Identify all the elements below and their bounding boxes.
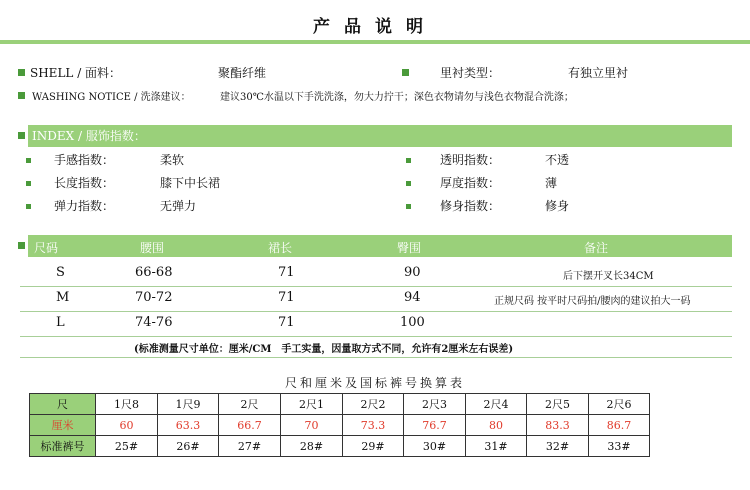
size-cell: S (56, 265, 65, 280)
table-cell: 1尺8 (96, 394, 158, 415)
table-cell: 25# (96, 436, 158, 457)
bullet-icon (26, 204, 31, 209)
lining-label: 里衬类型： (440, 66, 501, 80)
table-cell: 29# (343, 436, 404, 457)
index-value: 不透 (545, 153, 570, 167)
table-cell: 73.3 (343, 415, 404, 436)
length-cell: 71 (278, 290, 295, 305)
table-cell: 83.3 (527, 415, 589, 436)
table-row (30, 415, 650, 436)
table-cell: 32# (527, 436, 589, 457)
table-cell: 2尺1 (281, 394, 343, 415)
row-label: 尺 (30, 394, 96, 415)
col-header-hip: 臀围 (397, 241, 422, 255)
table-cell: 2尺6 (589, 394, 650, 415)
note-cell: 正规尺码 按平时尺码拍/腰肉的建议拍大一码 (494, 296, 691, 307)
table-row (30, 436, 650, 457)
index-label: 透明指数： (440, 153, 501, 167)
table-cell: 2尺2 (343, 394, 404, 415)
index-value: 修身 (545, 199, 570, 213)
table-cell: 2尺4 (466, 394, 527, 415)
col-header-note: 备注 (584, 241, 609, 255)
table-cell: 80 (466, 415, 527, 436)
bullet-icon (26, 158, 31, 163)
index-label: 弹力指数： (54, 199, 115, 213)
table-cell: 30# (404, 436, 466, 457)
hip-cell: 90 (404, 265, 421, 280)
table-cell: 66.7 (219, 415, 281, 436)
table-cell: 60 (96, 415, 158, 436)
shell-label: SHELL / 面料： (30, 66, 122, 80)
bullet-icon (406, 158, 411, 163)
bullet-icon (402, 69, 409, 76)
table-cell: 70 (281, 415, 343, 436)
table-cell: 76.7 (404, 415, 466, 436)
size-table-header (28, 235, 732, 257)
conversion-table (29, 393, 650, 457)
col-header-waist: 腰围 (140, 241, 165, 255)
bullet-icon (18, 92, 25, 99)
table-cell: 2尺5 (527, 394, 589, 415)
index-value: 柔软 (160, 153, 185, 167)
table-cell: 28# (281, 436, 343, 457)
index-value: 膝下中长裙 (160, 176, 221, 190)
hip-cell: 94 (404, 290, 421, 305)
page-title: 产品说明 (313, 17, 437, 37)
index-label: 修身指数： (440, 199, 501, 213)
waist-cell: 70-72 (135, 290, 173, 305)
table-row (30, 394, 650, 415)
bullet-icon (18, 242, 25, 249)
row-divider (20, 311, 732, 312)
size-cell: L (56, 315, 65, 330)
col-header-size: 尺码 (34, 241, 59, 255)
waist-cell: 66-68 (135, 265, 173, 280)
row-divider (20, 357, 732, 358)
index-value: 无弹力 (160, 199, 197, 213)
bullet-icon (18, 132, 25, 139)
row-divider (20, 336, 732, 337)
waist-cell: 74-76 (135, 315, 173, 330)
bullet-icon (26, 181, 31, 186)
table-cell: 27# (219, 436, 281, 457)
table-cell: 63.3 (158, 415, 219, 436)
table-cell: 1尺9 (158, 394, 219, 415)
conversion-title: 尺和厘米及国标裤号换算表 (284, 376, 465, 390)
table-cell: 26# (158, 436, 219, 457)
size-footnote: (标准测量尺寸单位：厘米/CM 手工实量，因量取方式不同，允许有2厘米左右误差) (134, 344, 514, 355)
table-cell: 2尺3 (404, 394, 466, 415)
shell-value: 聚酯纤维 (218, 66, 267, 80)
washing-value: 建议30℃水温以下手洗洗涤，勿大力拧干；深色衣物请勿与浅色衣物混合洗涤； (220, 92, 574, 103)
size-cell: M (56, 290, 70, 305)
table-cell: 86.7 (589, 415, 650, 436)
index-label: 长度指数： (54, 176, 115, 190)
bullet-icon (406, 204, 411, 209)
length-cell: 71 (278, 265, 295, 280)
length-cell: 71 (278, 315, 295, 330)
index-label: 手感指数： (54, 153, 115, 167)
index-value: 薄 (545, 176, 558, 190)
row-label: 厘米 (30, 415, 96, 436)
bullet-icon (18, 69, 25, 76)
hip-cell: 100 (400, 315, 425, 330)
table-cell: 31# (466, 436, 527, 457)
index-header: INDEX / 服饰指数： (28, 125, 732, 147)
row-label: 标准裤号 (30, 436, 96, 457)
title-divider (0, 40, 750, 44)
table-cell: 33# (589, 436, 650, 457)
row-divider (20, 286, 732, 287)
index-label: 厚度指数： (440, 176, 501, 190)
table-cell: 2尺 (219, 394, 281, 415)
washing-label: WASHING NOTICE / 洗涤建议： (32, 92, 191, 103)
note-cell: 后下摆开叉长34CM (563, 271, 654, 282)
col-header-length: 裙长 (268, 241, 293, 255)
bullet-icon (406, 181, 411, 186)
lining-value: 有独立里衬 (568, 66, 629, 80)
